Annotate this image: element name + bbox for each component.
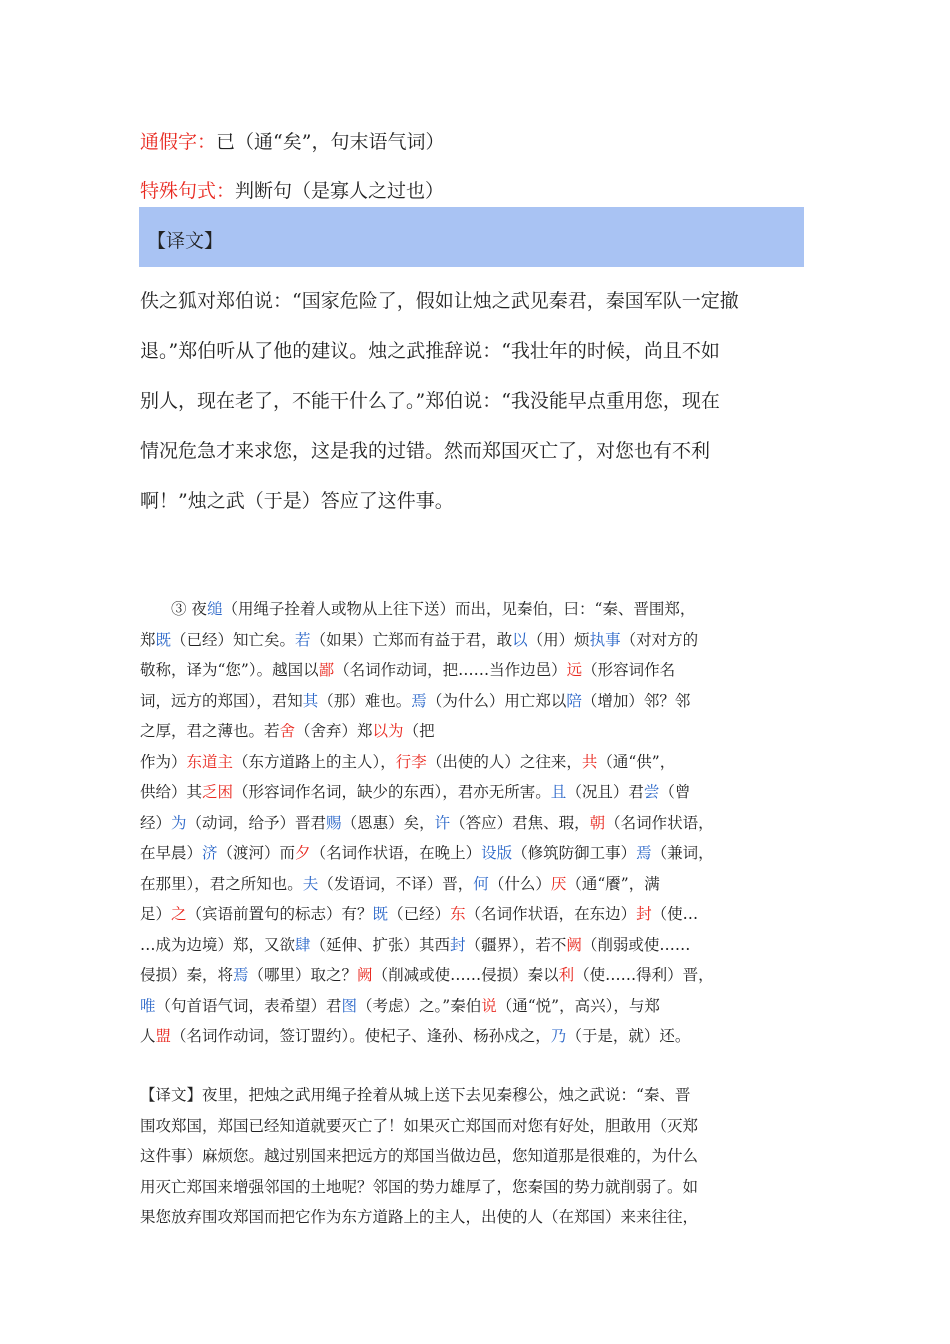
annotated-text: （发语词，不译）晋， — [318, 874, 474, 893]
translation-line: 别人，现在老了，不能干什么了。”郑伯说：“我没能早点重用您，现在 — [140, 390, 720, 412]
annotated-text: 侵损）秦，将 — [140, 966, 234, 984]
annotated-text: （答应）君焦、瑕， — [450, 813, 590, 832]
annotated-text: （名词作动词，签订盟约）。使杞子、逢孙、杨孙戍之， — [171, 1027, 551, 1045]
annotated-text: （把 — [403, 722, 435, 740]
annotated-keyword: 夕 — [295, 844, 311, 862]
special-sentence-label: 特殊句式： — [140, 180, 236, 202]
annotated-text: （宾语前置句的标志）有？ — [186, 905, 373, 923]
annotated-text: （用）烦 — [527, 630, 590, 649]
annotated-text: 供给）其 — [140, 783, 203, 801]
translation-banner — [139, 207, 804, 267]
annotated-text: 在早晨） — [140, 844, 203, 862]
tongjia-line — [140, 130, 444, 154]
annotated-keyword: 为 — [171, 813, 187, 832]
annotated-passage — [140, 594, 810, 1052]
annotated-keyword: 舍 — [279, 722, 296, 740]
annotated-text: （延伸、扩张）其西 — [310, 935, 451, 954]
annotated-text: （为什么）用亡郑以 — [426, 691, 567, 710]
annotated-text: （出使的人）之往来， — [426, 752, 582, 771]
annotated-line — [140, 808, 810, 839]
annotated-text: ③ 夜 — [140, 600, 207, 618]
second-translation-line: 这件事）麻烦您。越过别国来把远方的郑国当做边邑，您知道那是很难的，为什么 — [140, 1147, 699, 1165]
annotated-text: 经） — [140, 813, 172, 832]
annotated-text: （削减或使……侵损）秦以 — [372, 966, 559, 984]
annotated-keyword: 焉 — [233, 966, 249, 984]
annotated-keyword: 鄙 — [318, 661, 335, 679]
annotated-text: （名词作动词，把……当作边邑） — [334, 661, 567, 679]
annotated-keyword: 执事 — [589, 630, 621, 649]
annotated-text: 之厚，君之薄也。若 — [140, 722, 280, 740]
annotated-text: （哪里）取之？ — [248, 966, 358, 984]
annotated-text: （兼词， — [651, 844, 714, 862]
annotated-text: （修筑防御工事） — [512, 844, 637, 862]
tongjia-text: 已（通“矣”，句末语气词） — [216, 131, 445, 153]
annotated-text: （况且）君 — [566, 783, 644, 801]
second-translation-line: 【译文】夜里，把烛之武用绳子拴着从城上送下去见秦穆公，烛之武说：“秦、晋 — [140, 1086, 691, 1104]
annotated-text: （削弱或使…… — [581, 935, 691, 954]
annotated-text: （使……得利）晋， — [574, 966, 714, 984]
annotated-text: （通“餍”，满 — [566, 874, 660, 893]
annotated-text: （舍弃）郑 — [295, 722, 373, 740]
annotated-text: （通“供”， — [597, 752, 676, 771]
annotated-keyword: 东 — [450, 905, 466, 923]
annotated-text: （东方道路上的主人）， — [233, 752, 396, 771]
annotated-keyword: 以为 — [372, 722, 404, 740]
annotated-keyword: 朝 — [589, 813, 606, 832]
translation-line: 情况危急才来求您，这是我的过错。然而郑国灭亡了，对您也有不利 — [140, 440, 711, 462]
annotated-line — [140, 899, 810, 930]
annotated-text: （什么） — [488, 874, 551, 893]
annotated-text: （通“悦”，高兴），与郑 — [496, 996, 660, 1015]
annotated-keyword: 说 — [481, 996, 497, 1015]
annotated-text: （名词作状语， — [605, 813, 714, 832]
annotated-text: （渡河）而 — [217, 844, 296, 862]
annotated-keyword: 许 — [434, 813, 451, 832]
annotated-keyword: 若 — [295, 630, 311, 649]
annotated-keyword: 盟 — [155, 1027, 172, 1045]
annotated-text: （疆界），若不 — [465, 935, 567, 954]
annotated-text: 词，远方的郑国），君知 — [140, 691, 303, 710]
annotated-keyword: 唯 — [140, 996, 156, 1015]
annotated-keyword: 封 — [450, 935, 466, 954]
annotated-text: （对对方的 — [620, 630, 699, 649]
annotated-text: （名词作状语，在晚上） — [310, 844, 482, 862]
special-sentence-text: 判断句（是寡人之过也） — [235, 180, 445, 202]
annotated-keyword: 阙 — [357, 966, 373, 984]
annotated-line — [140, 869, 810, 900]
annotated-keyword: 焉 — [636, 844, 652, 862]
annotated-line — [140, 625, 810, 656]
annotated-keyword: 赐 — [326, 813, 342, 832]
annotated-keyword: 利 — [558, 966, 575, 984]
annotated-keyword: 其 — [302, 691, 319, 710]
annotated-text: 郑 — [140, 630, 156, 649]
translation-banner-title: 【译文】 — [147, 230, 224, 252]
annotated-keyword: 既 — [155, 630, 172, 649]
annotated-keyword: 乃 — [550, 1027, 567, 1045]
annotated-keyword: 陪 — [566, 691, 582, 710]
annotated-line — [140, 655, 810, 686]
annotated-keyword: 乏困 — [202, 783, 234, 801]
annotated-keyword: 设版 — [481, 844, 513, 862]
annotated-keyword: 厌 — [550, 874, 567, 893]
annotated-text: （形容词作名 — [582, 661, 676, 679]
annotated-keyword: 何 — [473, 874, 489, 893]
annotated-line — [140, 991, 810, 1022]
annotated-keyword: 且 — [550, 783, 567, 801]
annotated-text: 在那里），君之所知也。 — [140, 874, 303, 893]
annotated-keyword: 缒 — [206, 600, 223, 618]
annotated-text: （动词，给予）晋君 — [186, 813, 327, 832]
second-translation — [140, 1080, 810, 1233]
annotated-text: （如果）亡郑而有益于君，敢 — [310, 630, 513, 649]
annotated-text: 人 — [140, 1027, 156, 1045]
annotated-keyword: 共 — [581, 752, 598, 771]
annotated-keyword: 既 — [372, 905, 389, 923]
annotated-keyword: 济 — [202, 844, 218, 862]
tongjia-label: 通假字： — [140, 131, 217, 153]
annotated-keyword: 焉 — [411, 691, 427, 710]
translation-line: 佚之狐对郑伯说：“国家危险了，假如让烛之武见秦君，秦国军队一定撤 — [140, 290, 739, 312]
annotated-text: （句首语气词，表希望）君 — [155, 996, 342, 1015]
second-translation-line: 果您放弃围攻郑国而把它作为东方道路上的主人，出使的人（在郑国）来来往往， — [140, 1208, 699, 1226]
annotated-text: （名词作状语，在东边） — [465, 905, 637, 923]
annotated-keyword: 以 — [512, 630, 528, 649]
annotated-text: （曾 — [659, 783, 691, 801]
annotated-text: 足） — [140, 905, 172, 923]
annotated-text: （考虑）之。”秦伯 — [357, 996, 482, 1015]
annotated-keyword: 夫 — [302, 874, 319, 893]
annotated-line — [140, 594, 810, 625]
annotated-text: （形容词作名词，缺少的东西），君亦无所害。 — [233, 783, 551, 801]
second-translation-line: 用灭亡郑国来增强邻国的土地呢？邻国的势力雄厚了，您秦国的势力就削弱了。如 — [140, 1177, 699, 1196]
annotated-line — [140, 960, 810, 991]
annotated-text: …成为边境）郑，又欲 — [140, 935, 296, 954]
annotated-keyword: 肆 — [295, 935, 311, 954]
translation-line: 退。”郑伯听从了他的建议。烛之武推辞说：“我壮年的时候，尚且不如 — [140, 340, 720, 362]
annotated-text: （已经）知亡矣。 — [171, 630, 296, 649]
translation-line: 啊！”烛之武（于是）答应了这件事。 — [140, 490, 454, 512]
special-sentence-line — [140, 179, 444, 203]
annotated-line — [140, 838, 810, 869]
annotated-keyword: 图 — [341, 996, 358, 1015]
annotated-text: （使… — [651, 905, 699, 923]
annotated-keyword: 东道主 — [186, 752, 234, 771]
annotated-keyword: 之 — [171, 905, 187, 923]
annotated-keyword: 阙 — [566, 935, 582, 954]
annotated-keyword: 远 — [566, 661, 583, 679]
annotated-text: （用绳子拴着人或物从上往下送）而出，见秦伯，曰：“秦、晋围郑， — [222, 600, 696, 618]
second-translation-line: 围攻郑国，郑国已经知道就要灭亡了！如果灭亡郑国而对您有好处，胆敢用（灭郑 — [140, 1116, 699, 1135]
annotated-text: 作为） — [140, 752, 187, 771]
annotated-line — [140, 930, 810, 961]
annotated-line — [140, 747, 810, 778]
annotated-text: （恩惠）矣， — [341, 813, 435, 832]
annotated-text: （已经） — [388, 905, 451, 923]
annotated-keyword: 行李 — [395, 752, 427, 771]
annotated-keyword: 尝 — [643, 783, 660, 801]
annotated-line — [140, 716, 810, 747]
annotated-line — [140, 686, 810, 717]
annotated-text: （于是，就）还。 — [566, 1027, 691, 1045]
annotated-text: 敬称，译为“您”）。越国以 — [140, 661, 319, 679]
annotated-text: （增加）邻？邻 — [581, 691, 691, 710]
annotated-text: （那）难也。 — [318, 691, 412, 710]
annotated-line — [140, 777, 810, 808]
annotated-keyword: 封 — [636, 905, 652, 923]
annotated-line — [140, 1021, 810, 1052]
